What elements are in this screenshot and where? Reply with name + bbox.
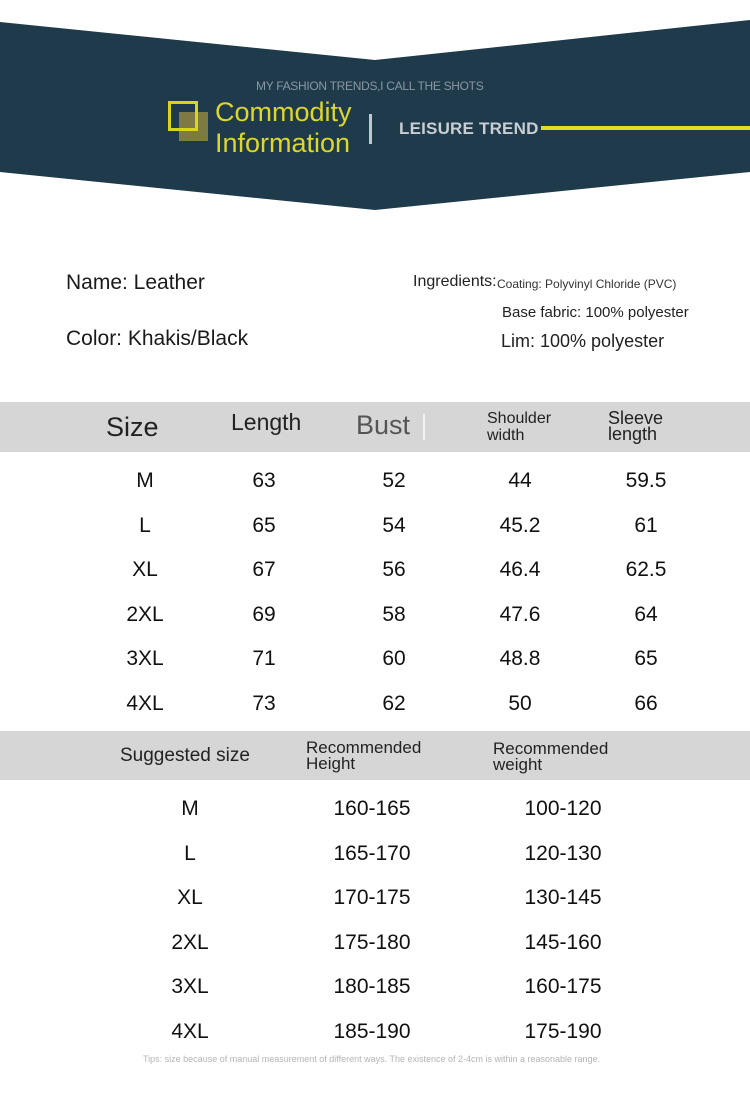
cell-bust: 52 xyxy=(382,469,406,492)
header-suggested-size: Suggested size xyxy=(120,745,250,766)
header-divider xyxy=(423,414,425,440)
cell-weight: 120-130 xyxy=(524,841,602,865)
header-banner xyxy=(0,0,750,215)
cell-shoulder: 50 xyxy=(508,692,532,715)
cell-shoulder: 44 xyxy=(508,469,532,492)
cell-shoulder: 47.6 xyxy=(499,602,541,626)
cell-length: 69 xyxy=(252,602,276,626)
cell-sleeve: 65 xyxy=(634,647,658,671)
cell-size: 2XL xyxy=(126,602,164,626)
cell-bust: 54 xyxy=(382,513,406,537)
header-sleeve-line2: length xyxy=(608,424,658,444)
cell-size: L xyxy=(139,513,151,537)
page-title-line1: Commodity xyxy=(215,97,352,127)
header-weight-line1: Recommended xyxy=(493,739,609,758)
ingredients-label: Ingredients: xyxy=(413,273,497,290)
cell-size: 2XL xyxy=(171,930,209,954)
cell-shoulder: 46.4 xyxy=(499,558,541,582)
cell-weight: 145-160 xyxy=(524,930,602,954)
cell-sleeve: 62.5 xyxy=(625,558,667,582)
logo-square-outline-icon xyxy=(168,101,198,131)
cell-sleeve: 66 xyxy=(634,692,658,715)
cell-weight: 130-145 xyxy=(524,886,602,910)
cell-bust: 56 xyxy=(382,558,406,582)
subtitle: LEISURE TREND xyxy=(399,119,539,138)
title-divider xyxy=(369,114,372,144)
tagline: MY FASHION TRENDS,I CALL THE SHOTS xyxy=(256,79,484,93)
cell-size: M xyxy=(136,469,154,492)
cell-bust: 62 xyxy=(382,692,406,715)
header-size: Size xyxy=(106,412,159,442)
cell-bust: 60 xyxy=(382,647,406,671)
tips-note: Tips: size because of manual measurement of different ways. The existence of 2-4cm is within a reasonable range. xyxy=(143,1054,601,1064)
header-recommended-height xyxy=(306,740,421,772)
cell-height: 165-170 xyxy=(333,841,411,865)
cell-sleeve: 61 xyxy=(634,513,658,537)
cell-weight: 100-120 xyxy=(524,797,602,820)
cell-length: 73 xyxy=(252,692,276,715)
cell-length: 71 xyxy=(252,647,276,671)
cell-height: 160-165 xyxy=(333,797,411,820)
cell-length: 65 xyxy=(252,513,276,537)
header-height-line2: Height xyxy=(306,754,356,773)
cell-shoulder: 45.2 xyxy=(499,513,541,537)
cell-sleeve: 64 xyxy=(634,602,658,626)
cell-size: 4XL xyxy=(126,692,164,715)
cell-size: 3XL xyxy=(126,647,164,671)
header-shoulder-line2: width xyxy=(487,427,525,444)
page-title-line2: Information xyxy=(215,128,351,158)
page-title xyxy=(215,97,352,159)
ingredient-coating: Coating: Polyvinyl Chloride (PVC) xyxy=(497,277,677,291)
cell-height: 180-185 xyxy=(333,975,411,999)
cell-size: XL xyxy=(177,886,203,910)
ingredient-lining: Lim: 100% polyester xyxy=(501,331,665,351)
header-weight-line2: weight xyxy=(493,755,543,774)
cell-size: 3XL xyxy=(171,975,209,999)
header-shoulder-width xyxy=(487,410,551,444)
header-length: Length xyxy=(231,409,302,435)
banner-background xyxy=(0,0,750,215)
header-recommended-weight xyxy=(493,741,608,773)
cell-length: 67 xyxy=(252,558,276,582)
product-name: Name: Leather xyxy=(66,271,205,294)
cell-height: 185-190 xyxy=(333,1020,411,1043)
ingredient-base-fabric: Base fabric: 100% polyester xyxy=(502,304,689,321)
header-shoulder-line1: Shoulder xyxy=(487,410,552,427)
cell-shoulder: 48.8 xyxy=(499,647,541,671)
cell-bust: 58 xyxy=(382,602,406,626)
header-bust: Bust xyxy=(356,410,411,440)
product-color: Color: Khakis/Black xyxy=(66,327,249,350)
cell-size: M xyxy=(181,797,199,820)
cell-size: L xyxy=(184,841,196,865)
cell-height: 170-175 xyxy=(333,886,411,910)
cell-size: 4XL xyxy=(171,1020,209,1043)
cell-height: 175-180 xyxy=(333,930,411,954)
cell-length: 63 xyxy=(252,469,276,492)
cell-size: XL xyxy=(132,558,158,582)
subtitle-accent-line xyxy=(541,126,750,130)
header-sleeve-line1: Sleeve xyxy=(608,408,664,428)
cell-weight: 175-190 xyxy=(524,1020,602,1043)
cell-weight: 160-175 xyxy=(524,975,602,999)
cell-sleeve: 59.5 xyxy=(625,469,667,492)
header-sleeve-length xyxy=(608,410,663,442)
header-height-line1: Recommended xyxy=(306,738,422,757)
